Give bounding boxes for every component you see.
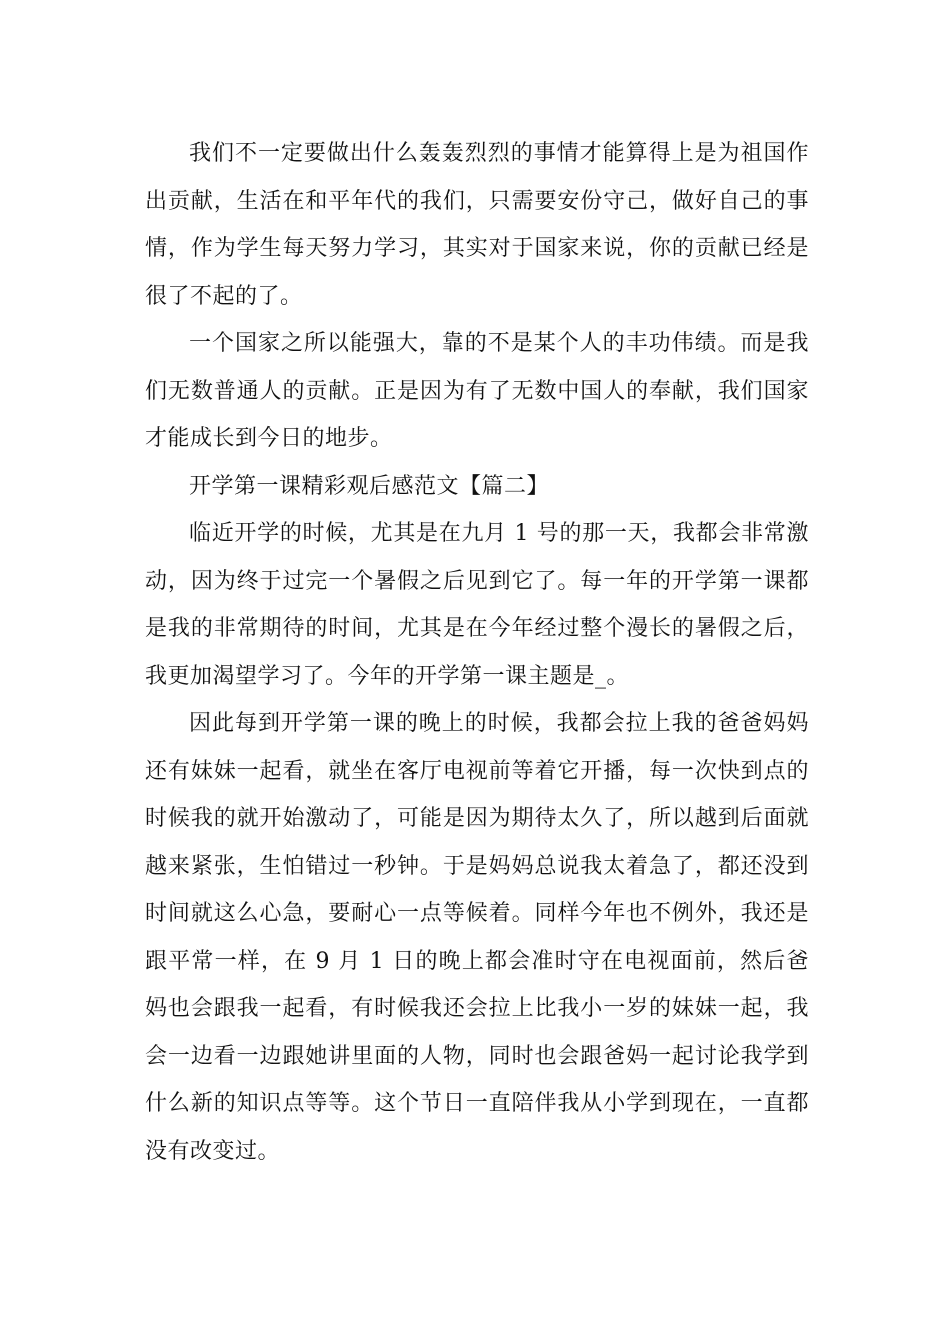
section-heading: 开学第一课精彩观后感范文【篇二】	[189, 473, 550, 499]
paragraph-school-start: 临近开学的时候，尤其是在九月 1 号的那一天，我都会非常激动，因为终于过完一个暑假之后见到它了。每一年的开学第一课都是我的非常期待的时间，尤其是在今年经过整个漫长的暑假之后，我更加渴望学习了。今年的开学第一课主题是_。	[145, 521, 809, 689]
paragraph-watching-tv: 因此每到开学第一课的晚上的时候，我都会拉上我的爸爸妈妈还有妹妹一起看，就坐在客厅电视前等着它开播，每一次快到点的时候我的就开始激动了，可能是因为期待太久了，所以越到后面就越来紧张，生怕错过一秒钟。于是妈妈总说我太着急了，都还没到时间就这么心急，要耐心一点等候着。同样今年也不例外，我还是跟平常一样，在 9 月 1 日的晚上都会准时守在电视面前，然后爸妈也会跟我一起看，有时候我还会拉上比我小一岁的妹妹一起，我会一边看一边跟她讲里面的人物，同时也会跟爸妈一起讨论我学到什么新的知识点等等。这个节日一直陪伴我从小学到现在，一直都没有改变过。	[145, 711, 809, 1164]
paragraph-contribution: 我们不一定要做出什么轰轰烈烈的事情才能算得上是为祖国作出贡献，生活在和平年代的我们，只需要安份守己，做好自己的事情，作为学生每天努力学习，其实对于国家来说，你的贡献已经是很了不起的了。	[145, 141, 809, 309]
paragraph-nation-strength: 一个国家之所以能强大，靠的不是某个人的丰功伟绩。而是我们无数普通人的贡献。正是因为有了无数中国人的奉献，我们国家才能成长到今日的地步。	[145, 331, 809, 451]
document-body	[145, 130, 809, 1175]
